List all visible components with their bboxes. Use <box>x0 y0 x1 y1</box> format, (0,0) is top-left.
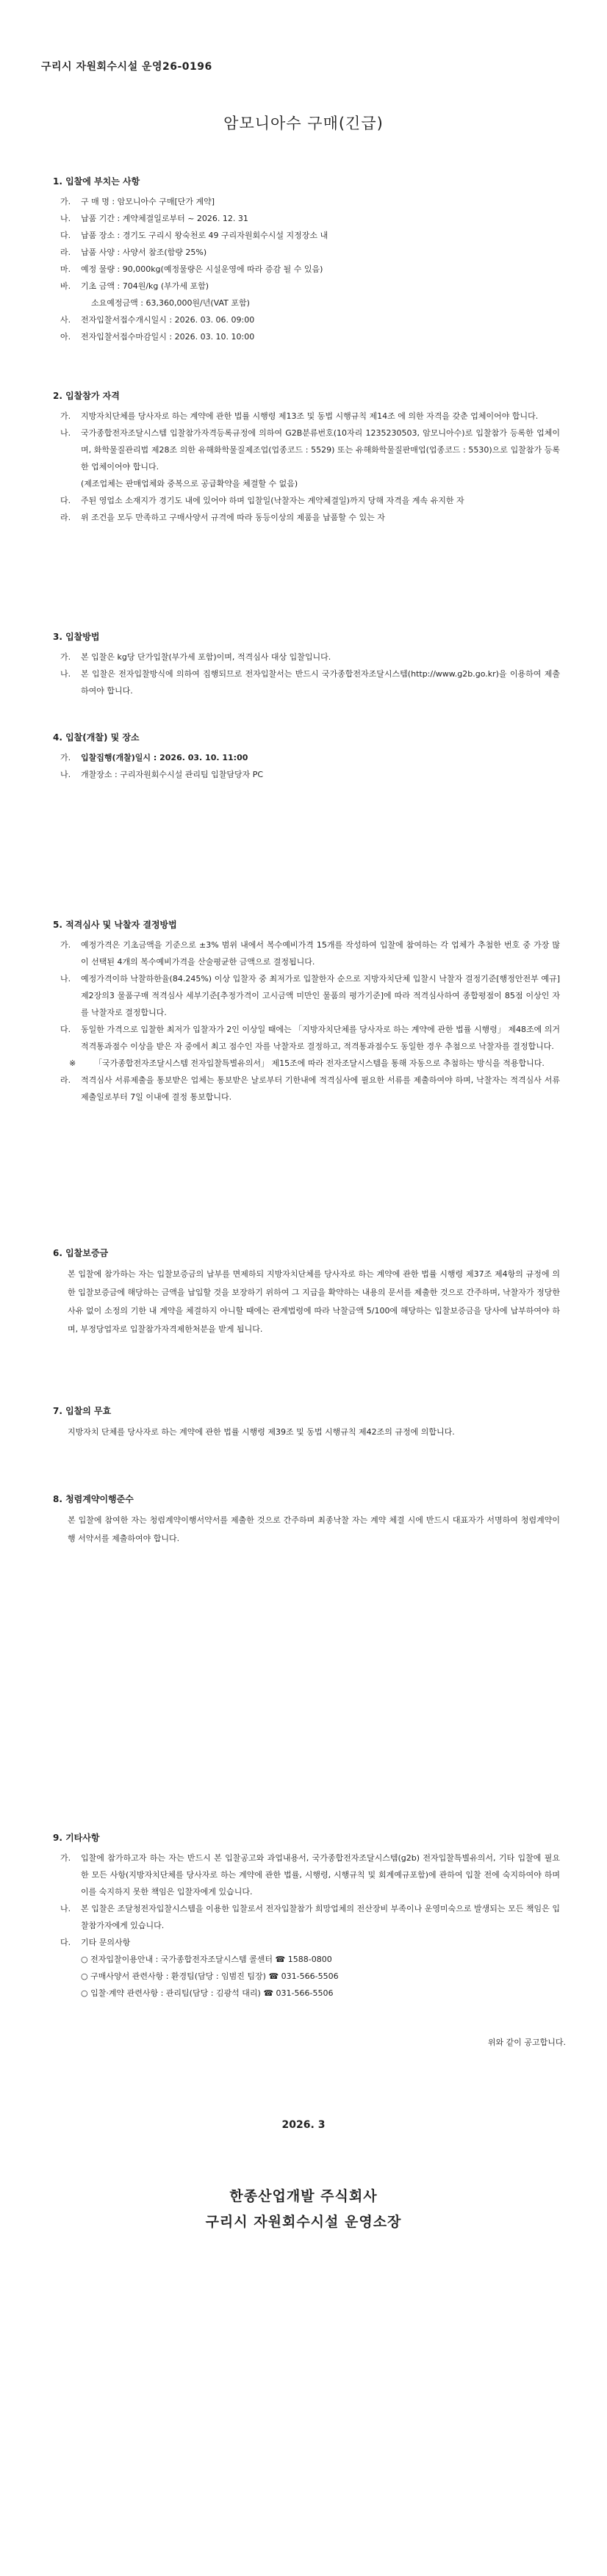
section-title: 6. 입찰보증금 <box>53 1248 109 1258</box>
section-title: 4. 입찰(개찰) 및 장소 <box>53 732 140 743</box>
page-title: 암모니아수 구매(긴급) <box>223 115 384 132</box>
closing-statement: 위와 같이 공고합니다. <box>487 2038 566 2047</box>
list-item: 가. 예정가격은 기초금액을 기준으로 ±3% 범위 내에서 복수예비가격 15개를 작성하여 입찰에 참여하는 각 업체가 추첨한 번호 중 가장 많이 선택된 4개의 복수예비가격을 산술평균한 금액으로 결정됩니다. <box>60 940 560 967</box>
list-item: 가. 본 입찰은 kg당 단가입찰(부가세 포함)이며, 적격심사 대상 입찰입니다. <box>60 652 331 662</box>
note-item: ※ 「국가종합전자조달시스템 전자입찰특별유의서」 제15조에 따라 전자조달시스템을 통해 자동으로 추첨하는 방식을 적용합니다. <box>69 1058 545 1068</box>
list-item: 라. 위 조건을 모두 만족하고 구매사양서 규격에 따라 동등이상의 제품을 납품할 수 있는 자 <box>60 513 385 522</box>
list-item: (제조업체는 판매업체와 중복으로 공급확약을 체결할 수 없음) <box>81 479 298 488</box>
notice-date: 2026. 3 <box>281 2119 326 2131</box>
list-item: 마. 예정 물량 : 90,000kg(예정물량은 시설운영에 따라 증감 될 수 있음) <box>60 264 323 274</box>
section-deposit <box>53 1246 560 1338</box>
list-item: 라. 납품 사양 : 사양서 참조(함량 25%) <box>60 248 207 257</box>
contact-line: ○ 전자입찰이용안내 : 국가종합전자조달시스템 콜센터 ☎ 1588-0800 <box>81 1955 332 1964</box>
list-item: 다. 납품 장소 : 경기도 구리시 왕숙천로 49 구리자원회수시설 지정장소 내 <box>60 231 328 240</box>
list-item: 라. 적격심사 서류제출을 통보받은 업체는 통보받은 날로부터 기한내에 적격심사에 필요한 서류를 제출하여야 하며, 낙찰자는 적격심사 서류제출일로부터 7일 이내에 결정 통보합니다. <box>60 1075 560 1102</box>
section-bid-items <box>53 175 560 345</box>
list-item: 소요예정금액 : 63,360,000원/년(VAT 포함) <box>91 298 250 308</box>
company-name: 한종산업개발 주식회사 <box>229 2188 378 2204</box>
section-integrity <box>53 1493 560 1548</box>
section-title: 3. 입찰방법 <box>53 632 100 642</box>
list-item: 가. 입찰집행(개찰)일시 : 2026. 03. 10. 11:00 <box>60 753 248 762</box>
document-number: 구리시 자원회수시설 운영26-0196 <box>41 61 212 73</box>
office-name: 구리시 자원회수시설 운영소장 <box>205 2214 402 2230</box>
section-invalid <box>53 1404 560 1441</box>
list-item: 나. 예정가격이하 낙찰하한율(84.245%) 이상 입찰자 중 최저가로 입찰한자 순으로 지방자치단체 입찰시 낙찰자 결정기준[행정안전부 예규] 제2장의3 물품구매 적격심사 세부기준[추정가격이 고시금액 미만인 물품의 평가기준]에 따라 적격심사하여 종합평점이 85점 이상인 자를 낙찰자로 결정합니다. <box>60 974 560 1017</box>
list-item: 가. 입찰에 참가하고자 하는 자는 반드시 본 입찰공고와 과업내용서, 국가종합전자조달시스템(g2b) 전자입찰특별유의서, 기타 입찰에 필요한 모든 사항(지방자치단체를 당사자로 하는 계약에 관한 법률, 시행령, 시행규칙 및 회계예규포함)에 관하여 입찰 전에 숙지하여야 하며 이를 숙지하지 못한 책임은 입찰자에게 있습니다. <box>60 1853 560 1897</box>
list-item: 다. 기타 문의사항 <box>60 1938 131 1947</box>
contact-line: ○ 입찰·계약 관련사항 : 관리팀(담당 : 김광석 대리) ☎ 031-566-5506 <box>81 1988 334 1998</box>
list-item: 나. 국가종합전자조달시스템 입찰참가자격등록규정에 의하여 G2B분류번호(10자리 1235230503, 암모니아수)로 입찰참가 등록한 업체이며, 화학물질관리법 제28조 의한 유해화학물질제조업(업종코드 : 5529) 또는 유해화학물질판매업(업종코드 : 5530)으로 입찰참가 등록한 업체이어야 합니다. <box>60 428 560 472</box>
section-title: 1. 입찰에 부치는 사항 <box>53 176 140 187</box>
list-item: 사. 전자입찰서접수개시일시 : 2026. 03. 06. 09:00 <box>60 315 255 325</box>
list-item: 나. 납품 기간 : 계약체결일로부터 ~ 2026. 12. 31 <box>60 214 248 223</box>
list-item: 바. 기초 금액 : 704원/kg (부가세 포함) <box>60 281 209 291</box>
section-title: 2. 입찰참가 자격 <box>53 391 120 401</box>
section-title: 5. 적격심사 및 낙찰자 결정방법 <box>53 920 177 930</box>
section-bid-method <box>53 630 560 699</box>
section-title: 9. 기타사항 <box>53 1833 100 1843</box>
list-item: 나. 개찰장소 : 구리자원회수시설 관리팀 입찰담당자 PC <box>60 770 264 779</box>
contact-line: ○ 구매사양서 관련사항 : 환경팀(담당 : 임범진 팀장) ☎ 031-566-5506 <box>81 1971 339 1981</box>
section-paragraph: 본 입찰에 참여한 자는 청렴계약이행서약서를 제출한 것으로 간주하며 최종낙찰 자는 계약 체결 시에 반드시 대표자가 서명하여 청렴계약이행 서약서를 제출하여야 합니다. <box>68 1515 560 1543</box>
section-evaluation <box>53 918 560 1105</box>
list-item: 나. 본 입찰은 조달청전자입찰시스템을 이용한 입찰로서 전자입찰참가 희망업체의 전산장비 부족이나 운영미숙으로 발생되는 모든 책임은 입찰참가자에게 있습니다. <box>60 1904 560 1930</box>
list-item: 가. 지방자치단체를 당사자로 하는 계약에 관한 법률 시행령 제13조 및 동법 시행규칙 제14조 에 의한 자격을 갖춘 업체이어야 합니다. <box>60 411 539 421</box>
section-misc <box>53 1831 560 2002</box>
section-title: 8. 청렴계약이행준수 <box>53 1494 134 1504</box>
section-paragraph: 본 입찰에 참가하는 자는 입찰보증금의 납부를 면제하되 지방자치단체를 당사자로 하는 계약에 관한 법률 시행령 제37조 제4항의 규정에 의한 입찰보증금에 해당하는 금액을 납입할 것을 보장하기 위하여 그 지급을 확약하는 내용의 문서를 제출한 것으로 간주하며, 낙찰자가 정당한 사유 없이 소정의 기한 내 계약을 체결하지 아니할 때에는 관계법령에 따라 낙찰금액 5/100에 해당하는 입찰보증금을 당사에 납부하여야 하며, 부정당업자로 입찰참가자격제한처분을 받게 됩니다. <box>68 1269 560 1334</box>
section-qualification <box>53 389 560 526</box>
list-item: 나. 본 입찰은 전자입찰방식에 의하여 집행되므로 전자입찰서는 반드시 국가종합전자조달시스템(http://www.g2b.go.kr)을 이용하여 제출하여야 합니다. <box>60 669 560 696</box>
section-title: 7. 입찰의 무효 <box>53 1406 112 1416</box>
section-paragraph: 지방자치 단체를 당사자로 하는 계약에 관한 법률 시행령 제39조 및 동법 시행규칙 제42조의 규정에 의합니다. <box>68 1427 455 1437</box>
list-item: 다. 주된 영업소 소재지가 경기도 내에 있어야 하며 입찰일(낙찰자는 계약체결일)까지 당해 자격을 계속 유지한 자 <box>60 496 464 505</box>
list-item: 아. 전자입찰서접수마감일시 : 2026. 03. 10. 10:00 <box>60 332 255 342</box>
section-opening <box>53 731 560 783</box>
list-item: 다. 동일한 가격으로 입찰한 최저가 입찰자가 2인 이상일 때에는 「지방자치단체를 당사자로 하는 계약에 관한 법률 시행령」 제48조에 의거 적격통과점수 이상을 받은 자 중에서 최고 점수인 자를 낙찰자로 결정하고, 적격통과점수도 동일한 경우 추첨으로 낙찰자를 결정합니다. <box>60 1025 560 1051</box>
list-item: 가. 구 매 명 : 암모니아수 구매[단가 계약] <box>60 197 215 206</box>
